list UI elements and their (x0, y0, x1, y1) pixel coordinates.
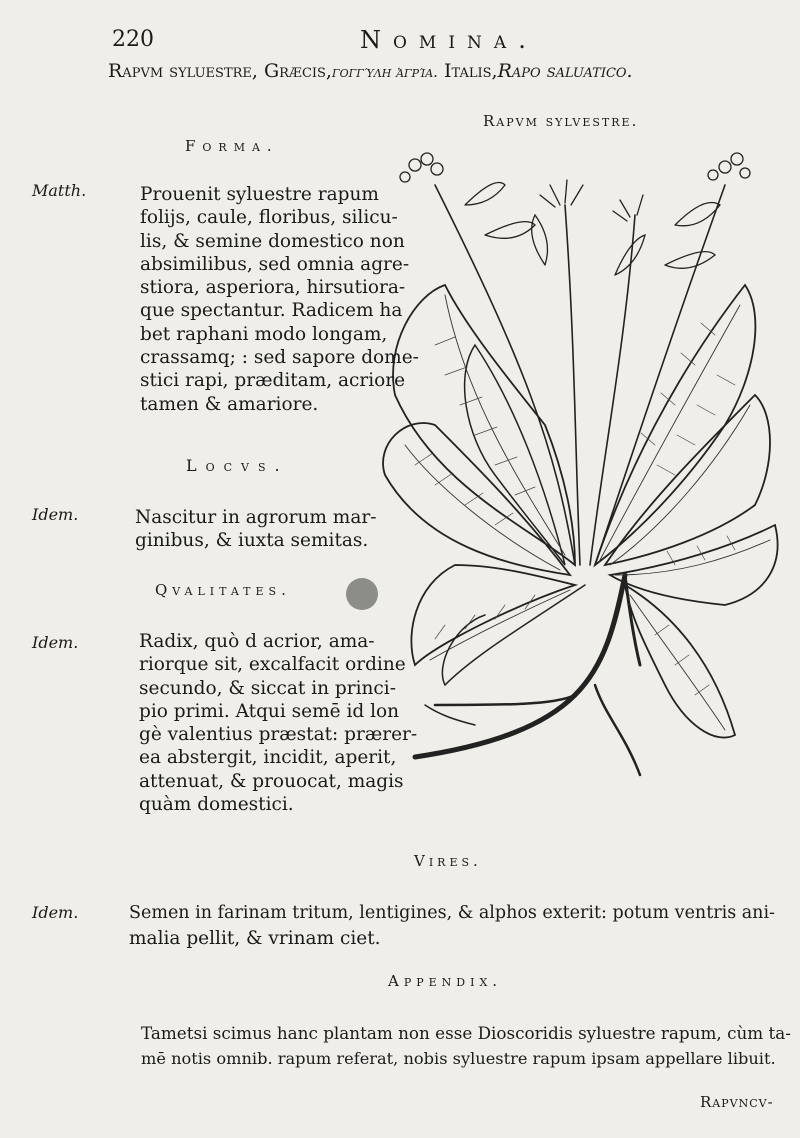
text-line: secundo, & siccat in princi- (139, 677, 396, 699)
qualitates-paragraph (139, 630, 417, 816)
locus-paragraph (135, 506, 376, 553)
page-number: 220 (112, 27, 154, 52)
text-line: Prouenit syluestre rapum (140, 184, 379, 205)
text-line: riorque sit, excalfacit ordine (139, 654, 406, 676)
catchword: Rapvncv- (700, 1093, 774, 1111)
text-line: gè valentius præstat: prærer- (139, 724, 418, 746)
forma-paragraph (140, 183, 419, 416)
qualitates-margin-note: Idem. (32, 633, 79, 652)
vires-paragraph (129, 900, 775, 952)
wild-turnip-woodcut (375, 145, 785, 785)
text-line: absimilibus, sed omnia agre- (140, 253, 410, 275)
locus-margin-note: Idem. (32, 505, 79, 524)
text-line: Nascitur in agrorum mar- (135, 507, 377, 528)
text-line: pio primi. Atqui semē id lon (139, 700, 400, 722)
appendix-heading: Appendix. (388, 972, 503, 990)
text-line: stici rapi, præditam, acriore (140, 370, 406, 392)
illustration-caption: Rapvm sylvestre. (483, 112, 639, 130)
subtitle-line (108, 60, 633, 82)
text-line: bet raphani modo longam, (140, 323, 388, 345)
text-line: crassamq; : sed sapore dome- (140, 347, 419, 369)
text-line: lis, & semine domestico non (140, 230, 405, 252)
subtitle-italian: Italis, (437, 60, 498, 82)
text-line: Radix, quò d acrior, ama- (139, 631, 375, 652)
text-line: malia pellit, & vrinam ciet. (129, 928, 381, 949)
vires-margin-note: Idem. (32, 903, 79, 922)
text-line: ea abstergit, incidit, aperit, (139, 747, 397, 769)
text-line: que spectantur. Radicem ha (140, 300, 403, 322)
text-line: Semen in farinam tritum, lentigines, & alphos exterit: potum ventris ani- (129, 903, 775, 923)
ink-blot (346, 578, 378, 610)
text-line: tamen & amariore. (140, 393, 319, 415)
subtitle-greek: γογγύλη ἀγρία. (331, 63, 438, 81)
forma-margin-note: Matth. (32, 181, 87, 200)
subtitle-italian-name: Rapo saluatico. (497, 60, 633, 82)
text-line: quàm domestici. (139, 794, 294, 816)
text-line: ginibus, & iuxta semitas. (135, 530, 369, 552)
vires-heading: Vires. (414, 852, 482, 870)
locus-heading: Locvs. (186, 456, 289, 475)
forma-heading: Forma. (185, 137, 279, 155)
subtitle-latin: Rapvm syluestre, Græcis, (108, 60, 332, 82)
qualitates-heading: Qvalitates. (155, 581, 291, 599)
text-line: Tametsi scimus hanc plantam non esse Dioscoridis syluestre rapum, cùm ta- (141, 1023, 791, 1043)
text-line: attenuat, & prouocat, magis (139, 770, 404, 792)
running-head: Nomina. (360, 26, 538, 54)
appendix-paragraph (141, 1020, 791, 1072)
text-line: stiora, asperiora, hirsutiora- (140, 277, 406, 299)
text-line: mē notis omnib. rapum referat, nobis syluestre rapum ipsam appellare libuit. (141, 1049, 776, 1068)
text-line: folijs, caule, floribus, silicu- (140, 207, 398, 229)
